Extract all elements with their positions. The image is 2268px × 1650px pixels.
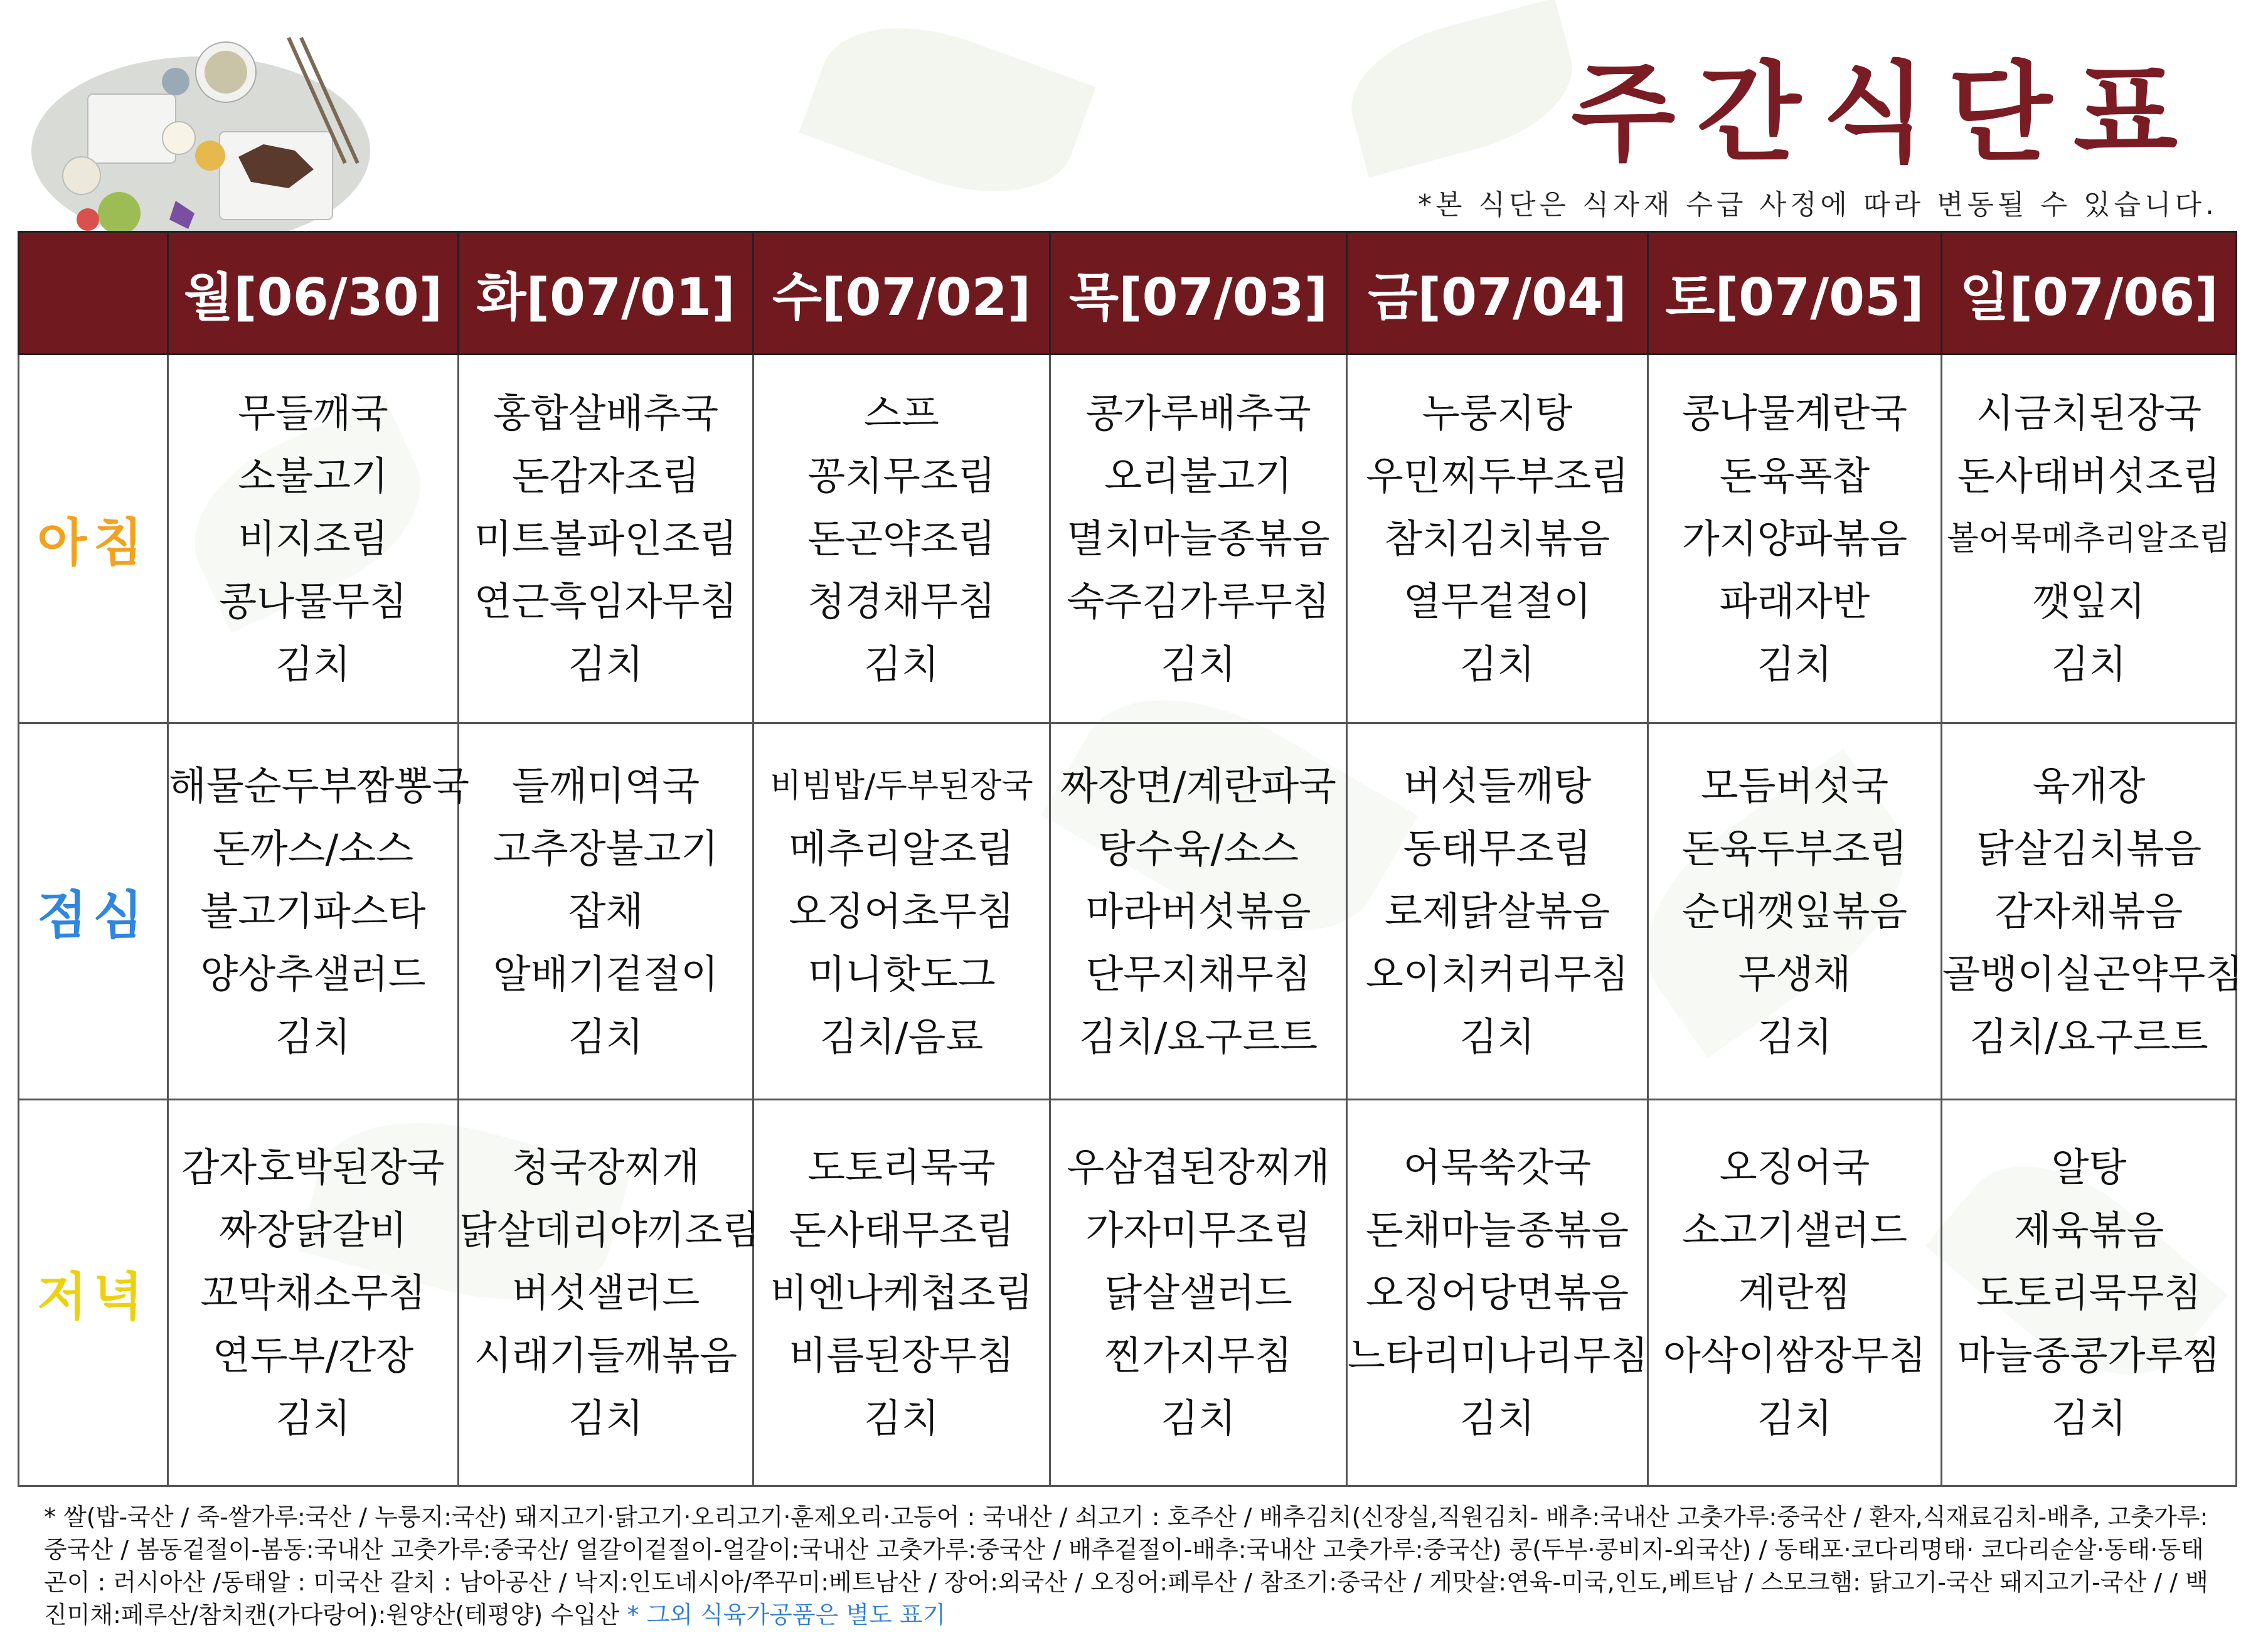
menu-item: 어묵쑥갓국	[1403, 1144, 1592, 1190]
menu-item: 청국장찌개	[511, 1144, 700, 1190]
menu-item: 꽁치무조림	[807, 452, 996, 499]
menu-item: 꼬막채소무침	[200, 1269, 426, 1316]
menu-change-notice: *본 식단은 식자재 수급 사정에 따라 변동될 수 있습니다.	[1418, 189, 2218, 221]
meal-label: 아침	[19, 354, 168, 723]
menu-item: 동태무조림	[1403, 825, 1592, 871]
menu-item: 돈사태무조림	[789, 1206, 1014, 1253]
menu-cell	[1347, 723, 1648, 1100]
menu-item: 콩나물무침	[219, 578, 407, 624]
menu-item: 오징어당면볶음	[1365, 1269, 1629, 1316]
menu-item: 미트볼파인조림	[474, 515, 738, 562]
menu-item: 김치/요구르트	[1969, 1013, 2208, 1060]
menu-item: 김치	[275, 641, 351, 687]
menu-item: 버섯들깨탕	[1403, 762, 1592, 809]
menu-cell	[459, 723, 753, 1100]
menu-cell	[459, 354, 753, 723]
menu-item: 닭살데리야끼조림	[459, 1206, 760, 1253]
origin-footnote-text: * 쌀(밥-국산 / 죽-쌀가루:국산 / 누룽지:국산) 돼지고기·닭고기·오리고기·훈제오리·고등어 : 국내산 / 쇠고기 : 호주산 / 배추김치(신장실,직원김치- 배추:국내산 고춧가루:중국산 / 환자,식재료김치-배추, 고춧가루:중국산 / 봄동겉절이-봄동:국내산 고춧가루:중국산/ 얼갈이겉절이-얼갈이:국내산 고춧가루:중국산 / 배추겉절이-배추:국내산 고춧가루:중국산) 콩(두부·콩비지-외국산) / 동태포·코다리명태· 코다리순살·동태·동태곤이 : 러시아산 /동태알 : 미국산 갈치 : 남아공산 / 낙지:인도네시아/쭈꾸미:베트남산 / 장어:외국산 / 오징어:페루산 / 참조기:중국산 / 게맛살:연육-미국,인도,베트남 / 스모크햄: 닭고기-국산 돼지고기-국산 / / 백진미채:페루산/참치캔(가다랑어):원양산(테평양) 수입산	[44, 1503, 2208, 1629]
menu-item: 짜장면/계란파국	[1060, 762, 1337, 809]
menu-item: 단무지채무침	[1085, 950, 1311, 997]
menu-item: 김치	[1757, 1013, 1833, 1060]
menu-item: 닭살김치볶음	[1976, 825, 2202, 871]
menu-item: 미니핫도그	[807, 950, 996, 997]
day-header-row	[19, 232, 2237, 354]
meal-label: 저녁	[19, 1100, 168, 1486]
day-header: 토[07/05]	[1648, 232, 1942, 354]
food-photo-icon	[19, 13, 370, 232]
menu-item: 참치김치볶음	[1384, 515, 1610, 562]
menu-item: 김치	[275, 1013, 351, 1060]
menu-item: 김치/음료	[819, 1013, 984, 1060]
menu-cell	[1347, 354, 1648, 723]
menu-item: 버섯샐러드	[511, 1269, 700, 1316]
processed-meat-note: * 그외 식육가공품은 별도 표기	[627, 1601, 946, 1629]
menu-item: 김치	[2051, 1395, 2127, 1441]
menu-item: 김치	[568, 1013, 644, 1060]
menu-item: 알탕	[2051, 1144, 2127, 1190]
menu-item: 김치	[1459, 1013, 1535, 1060]
meal-row	[19, 354, 2237, 723]
menu-item: 소불고기	[238, 452, 388, 499]
menu-item: 탕수육/소스	[1097, 825, 1299, 871]
menu-item: 김치	[1161, 1395, 1236, 1441]
menu-cell	[1648, 354, 1942, 723]
menu-cell	[459, 1100, 760, 1486]
menu-item: 무생채	[1738, 950, 1851, 997]
menu-item: 찐가지무침	[1104, 1332, 1292, 1378]
menu-item: 가지양파볶음	[1681, 515, 1908, 562]
menu-item: 들깨미역국	[511, 762, 700, 809]
menu-item: 김치	[1161, 641, 1236, 687]
menu-item: 도토리묵무침	[1976, 1269, 2202, 1316]
menu-cell	[1347, 1100, 1648, 1486]
menu-item: 연두부/간장	[212, 1332, 414, 1378]
page-title: 주간식단표	[1571, 50, 2199, 176]
menu-item: 도토리묵국	[807, 1144, 996, 1190]
weekly-menu-table	[18, 231, 2244, 1487]
menu-item: 감자호박된장국	[181, 1144, 445, 1190]
menu-cell	[168, 723, 470, 1100]
menu-item: 육개장	[2032, 762, 2146, 809]
menu-item: 잡채	[568, 888, 644, 934]
menu-item: 청경채무침	[807, 578, 996, 624]
meal-row	[19, 723, 2237, 1100]
menu-item: 아삭이쌈장무침	[1663, 1332, 1927, 1378]
menu-item: 오징어초무침	[789, 888, 1014, 934]
menu-cell	[168, 354, 459, 723]
menu-item: 비엔나케첩조림	[770, 1269, 1033, 1316]
menu-item: 돈감자조림	[511, 452, 700, 499]
menu-item: 시금치된장국	[1976, 390, 2202, 436]
day-header: 일[07/06]	[1942, 232, 2237, 354]
menu-item: 콩가루배추국	[1085, 390, 1311, 436]
meal-row	[19, 1100, 2237, 1486]
day-header: 수[07/02]	[753, 232, 1050, 354]
menu-item: 김치	[2051, 641, 2127, 687]
menu-item: 우민찌두부조림	[1365, 452, 1629, 499]
menu-item: 양상추샐러드	[200, 950, 426, 997]
origin-footnote	[44, 1501, 2221, 1631]
day-header: 목[07/03]	[1050, 232, 1347, 354]
menu-item: 감자채볶음	[1994, 888, 2183, 934]
menu-item: 김치	[275, 1395, 351, 1441]
menu-item: 김치	[1459, 641, 1535, 687]
menu-item: 연근흑임자무침	[474, 578, 738, 624]
menu-cell	[1942, 1100, 2237, 1486]
menu-item: 알배기겉절이	[492, 950, 719, 997]
menu-cell	[1050, 354, 1347, 723]
header-corner	[19, 232, 168, 354]
menu-item: 비지조림	[238, 515, 388, 562]
menu-item: 돈채마늘종볶음	[1365, 1206, 1629, 1253]
menu-cell	[1648, 1100, 1942, 1486]
menu-item: 돈육두부조림	[1681, 825, 1908, 871]
menu-item: 닭살샐러드	[1104, 1269, 1292, 1316]
menu-item: 파래자반	[1719, 578, 1870, 624]
meal-label: 점심	[19, 723, 168, 1100]
menu-item: 계란찜	[1738, 1269, 1851, 1316]
menu-item: 고추장불고기	[492, 825, 719, 871]
menu-item: 해물순두부짬뽕국	[169, 762, 470, 809]
menu-cell	[1942, 354, 2237, 723]
menu-cell	[1050, 723, 1347, 1100]
menu-item: 돈곤약조림	[807, 515, 996, 562]
menu-item: 깻잎지	[2032, 578, 2146, 624]
day-header: 화[07/01]	[459, 232, 753, 354]
menu-item: 가자미무조림	[1085, 1206, 1311, 1253]
menu-item: 김치	[1757, 1395, 1833, 1441]
menu-item: 골뱅이실곤약무침	[1942, 950, 2244, 997]
menu-cell	[168, 1100, 459, 1486]
menu-item: 소고기샐러드	[1681, 1206, 1908, 1253]
menu-item: 볼어묵메추리알조림	[1947, 519, 2231, 558]
menu-item: 순대깻잎볶음	[1681, 888, 1908, 934]
day-header: 금[07/04]	[1347, 232, 1648, 354]
menu-item: 느타리미나리무침	[1348, 1332, 1649, 1378]
menu-item: 콩나물계란국	[1681, 390, 1908, 436]
menu-item: 메추리알조림	[789, 825, 1014, 871]
menu-item: 김치	[864, 1395, 939, 1441]
background-leaf	[799, 0, 1095, 223]
menu-item: 오리불고기	[1104, 452, 1292, 499]
menu-item: 돈사태버섯조림	[1957, 452, 2221, 499]
menu-item: 숙주김가루무침	[1067, 578, 1330, 624]
menu-item: 홍합살배추국	[492, 390, 719, 436]
menu-item: 마늘종콩가루찜	[1957, 1332, 2221, 1378]
menu-cell	[753, 1100, 1050, 1486]
menu-item: 비빔밥/두부된장국	[770, 767, 1033, 805]
menu-item: 김치	[568, 1395, 644, 1441]
menu-item: 짜장닭갈비	[219, 1206, 407, 1253]
menu-item: 김치/요구르트	[1078, 1013, 1318, 1060]
menu-item: 로제닭살볶음	[1384, 888, 1610, 934]
menu-item: 스프	[864, 390, 939, 436]
menu-cell	[753, 354, 1050, 723]
menu-item: 시래기들깨볶음	[474, 1332, 738, 1378]
menu-item: 누룽지탕	[1422, 390, 1573, 436]
background-leaf	[1336, 0, 1587, 178]
menu-item: 오이치커리무침	[1365, 950, 1629, 997]
menu-item: 우삼겹된장찌개	[1067, 1144, 1330, 1190]
menu-item: 모듬버섯국	[1700, 762, 1889, 809]
day-header: 월[06/30]	[168, 232, 459, 354]
menu-item: 마라버섯볶음	[1085, 888, 1311, 934]
menu-item: 김치	[1757, 641, 1833, 687]
menu-item: 김치	[1459, 1395, 1535, 1441]
menu-cell	[1050, 1100, 1347, 1486]
menu-item: 열무겉절이	[1403, 578, 1592, 624]
menu-item: 무들깨국	[238, 390, 388, 436]
menu-item: 돈육폭찹	[1719, 452, 1870, 499]
menu-cell	[1942, 723, 2244, 1100]
menu-item: 제육볶음	[2013, 1206, 2164, 1253]
menu-item: 돈까스/소스	[212, 825, 414, 871]
menu-item: 오징어국	[1719, 1144, 1870, 1190]
menu-item: 비름된장무침	[789, 1332, 1014, 1378]
menu-item: 불고기파스타	[200, 888, 426, 934]
menu-item: 김치	[568, 641, 644, 687]
menu-item: 김치	[864, 641, 939, 687]
menu-cell	[753, 723, 1050, 1100]
menu-cell	[1648, 723, 1942, 1100]
menu-item: 멸치마늘종볶음	[1067, 515, 1330, 562]
